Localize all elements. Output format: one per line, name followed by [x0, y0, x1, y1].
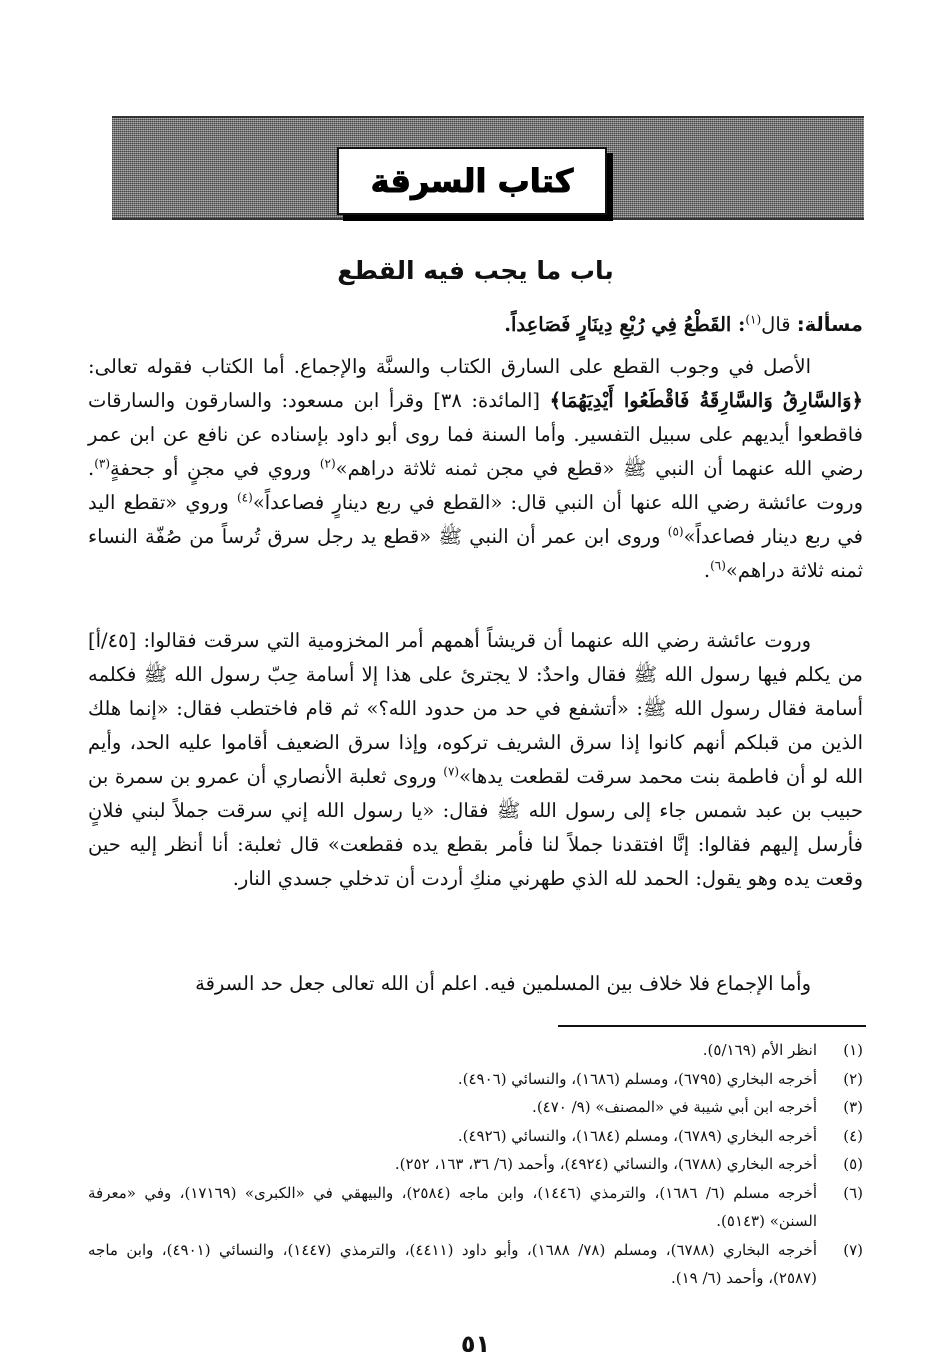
footnote-ref: (٢) [319, 456, 336, 471]
quran-verse: ﴿وَالسَّارِقُ وَالسَّارِقَةُ فَاقْطَعُوا أَيْدِيَهُمَا﴾ [549, 389, 863, 412]
footnote-item [88, 1093, 863, 1122]
footnote-number: (٣) [843, 1098, 863, 1116]
text-run: وروي في مجنٍ أو جحفةٍ [110, 457, 320, 480]
text-run: . وروت عائشة رضي الله عنها أن النبي قال: «القطع في ربع دينارٍ فصاعداً» [88, 457, 863, 514]
footnote-item [88, 1236, 863, 1293]
footnote-text: أخرجه البخاري (٦٧٨٨)، والنسائي (٤٩٢٤)، وأحمد (٦/ ٣٦، ١٦٣، ٢٥٢). [394, 1155, 817, 1173]
title-box [337, 147, 607, 215]
footnote-number: (٧) [843, 1240, 863, 1259]
footnote-ref: (٥) [667, 524, 684, 539]
footnote-item [88, 1065, 863, 1094]
footnote-text: أخرجه البخاري (٦٧٨٨)، ومسلم (٧٨/ ١٦٨٨)، وأبو داود (٤٤١١)، والترمذي (١٤٤٧)، والنسائي (٤٩٠١)، وابن ماجه (٢٥٨٧)، وأحمد (٦/ ١٩). [88, 1240, 817, 1287]
book-title: كتاب السرقة [370, 162, 574, 200]
footnote-number: (١) [843, 1041, 863, 1059]
footnote-item [88, 1036, 863, 1065]
text-run: وروى ابن عمر أن النبي ﷺ «قطع يد رجل سرق تُرساً من صُفّة النساء ثمنه ثلاثة دراهم» [88, 525, 863, 582]
footnote-text: أخرجه مسلم (٦/ ١٦٨٦)، والترمذي (١٤٤٦)، وابن ماجه (٢٥٨٤)، والبيهقي في «الكبرى» (١٧١٦٩)، وفي «معرفة السنن» (٥١٤٣). [88, 1183, 818, 1230]
masalah-text: : القَطْعُ فِي رُبْعِ دِينَارٍ فَصَاعِداً. [504, 313, 746, 336]
chapter-heading: باب ما يجب فيه القطع [337, 256, 614, 285]
footnote-number: (٤) [843, 1126, 863, 1145]
footnote-number: (٦) [843, 1183, 863, 1202]
footnote-number: (٥) [843, 1155, 863, 1173]
footnote-ref: (٣) [94, 456, 111, 471]
footnote-text: انظر الأم (٥/١٦٩). [702, 1041, 817, 1059]
footnote-divider [558, 1025, 866, 1027]
footnotes-list [88, 1036, 863, 1293]
paragraph-evidence [88, 350, 863, 588]
text-run: وروي «تقطع اليد في ربع دينار فصاعداً» [88, 491, 863, 548]
text-run: . [703, 559, 711, 582]
text-run: وروى ثعلبة الأنصاري أن عمرو بن سمرة بن حبيب بن عبد شمس جاء إلى رسول الله ﷺ فقال: «يا رسول الله إني سرقت جملاً لبني فلانٍ فأرسل إليهم فقالوا: إنَّا افتقدنا جملاً لنا فأمر بقطع يده فقطعت» قال ثعلبة: أنا أنظر إليه حين وقعت يده وهو يقول: الحمد لله الذي طهرني منكِ أردت أن تدخلي جسدي النار. [88, 765, 863, 890]
text-run: الأصل في وجوب القطع على السارق الكتاب والسنَّة والإجماع. أما الكتاب فقوله تعالى: [88, 355, 811, 378]
paragraph-ijma: وأما الإجماع فلا خلاف بين المسلمين فيه. اعلم أن الله تعالى جعل حد السرقة [195, 972, 811, 995]
page-number: ٥١ [460, 1330, 491, 1358]
footnote-item [88, 1179, 863, 1236]
footnote-ref: (٤) [236, 490, 253, 505]
footnote-item [88, 1122, 863, 1151]
masalah-line [88, 308, 863, 342]
footnote-item [88, 1150, 863, 1179]
footnote-text: أخرجه البخاري (٦٧٩٥)، ومسلم (١٦٨٦)، والنسائي (٤٩٠٦). [457, 1069, 817, 1088]
footnote-text: أخرجه ابن أبي شيبة في «المصنف» (٩/ ٤٧٠). [532, 1098, 817, 1116]
text-run: [المائدة: ٣٨] وقرأ ابن مسعود: والسارقون والسارقات فاقطعوا أيديهم على سبيل التفسير. وأما السنة فما روى أبو داود بإسناده عن نافع عن ابن عمر رضي الله عنهما أن النبي ﷺ «قطع في مجن ثمنه ثلاثة دراهم» [88, 389, 863, 480]
footnote-ref: (٦) [710, 558, 726, 573]
footnote-number: (٢) [843, 1069, 863, 1088]
footnote-ref: (١) [745, 312, 762, 327]
masalah-label: مسألة: [796, 313, 863, 336]
paragraph-makhzumiya [88, 624, 863, 896]
text-run: وروت عائشة رضي الله عنهما أن قريشاً أهمهم أمر المخزومية التي سرقت فقالوا: [٤٥/أ] من يكلم فيها رسول الله ﷺ فقال واحدٌ: لا يجترئ على هذا إلا أسامة حِبّ رسول الله ﷺ فكلمه أسامة فقال رسول الله ﷺ: «أتشفع في حد من حدود الله؟» ثم قام فاختطب فقال: «إنما هلك الذين من قبلكم أنهم كانوا إذا سرق الشريف تركوه، وإذا سرق الضعيف أقاموا عليه الحد، وأيم الله لو أن فاطمة بنت محمد سرقت لقطعت يدها» [88, 629, 863, 788]
footnote-text: أخرجه البخاري (٦٧٨٩)، ومسلم (١٦٨٤)، والنسائي (٤٩٢٦). [457, 1126, 817, 1145]
masalah-speaker: قال [761, 313, 791, 336]
footnote-ref: (٧) [443, 764, 460, 779]
